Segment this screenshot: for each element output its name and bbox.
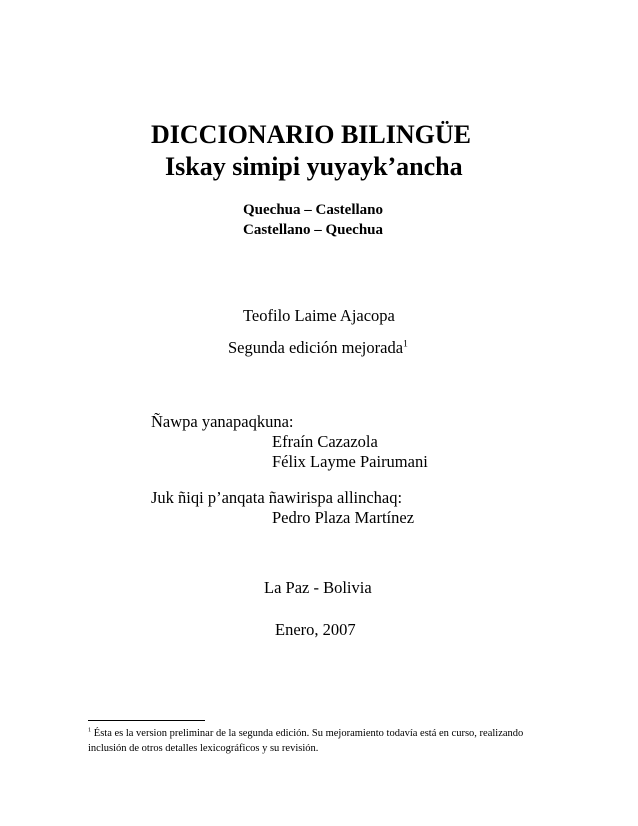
- title-line-2: Iskay simipi yuyayk’ancha: [165, 152, 463, 181]
- collaborator-name-1: Efraín Cazazola: [272, 432, 378, 451]
- place: La Paz - Bolivia: [264, 578, 372, 597]
- footnote-text-1: Ésta es la version preliminar de la segunda edición. Su mejoramiento todavía está en curso, realizando: [93, 728, 524, 739]
- footnote-mark: 1: [88, 726, 92, 734]
- edition-footnote-mark: 1: [403, 338, 408, 350]
- collaborator-name-2: Félix Layme Pairumani: [272, 452, 428, 471]
- footnote-line-1: [88, 726, 523, 741]
- edition-line: [228, 338, 408, 358]
- footnote-separator: [88, 720, 205, 721]
- reviewer-label: Juk ñiqi p’anqata ñawirispa allinchaq:: [151, 488, 403, 507]
- author-name: Teofilo Laime Ajacopa: [243, 306, 395, 325]
- languages-line-2: Castellano – Quechua: [243, 222, 384, 238]
- footnote-line-2: inclusión de otros detalles lexicográficos y su revisión.: [88, 743, 319, 754]
- edition-text: Segunda edición mejorada: [228, 338, 404, 357]
- reviewer-name: Pedro Plaza Martínez: [272, 508, 415, 527]
- date: Enero, 2007: [275, 620, 356, 639]
- title-line-1: DICCIONARIO BILINGÜE: [151, 120, 471, 149]
- languages-line-1: Quechua – Castellano: [243, 202, 384, 218]
- collaborators-label: Ñawpa yanapaqkuna:: [151, 412, 294, 431]
